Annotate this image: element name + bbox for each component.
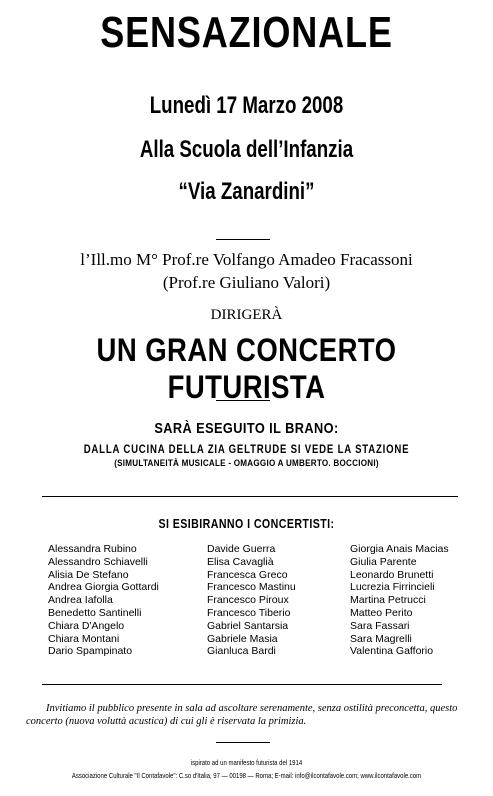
performer-name: Chiara Montani: [48, 632, 120, 645]
performer-name: Francesco Tiberio: [207, 606, 291, 619]
piece-intro: SARÀ ESEGUITO IL BRANO:: [154, 420, 339, 437]
performer-name: Andrea Giorgia Gottardi: [48, 581, 159, 594]
divider: [216, 742, 270, 743]
performer-name: Sara Fassari: [350, 619, 410, 632]
performer-name: Gianluca Bardi: [207, 645, 276, 658]
footer-association: Associazione Culturale "Il Contafavole": C.so d'Italia, 97 — 00198 — Roma; E-mail: info@ilcontafavole.com; www.ilcontafavole.com: [71, 771, 422, 780]
performer-name: Giulia Parente: [350, 555, 417, 568]
piece-title: DALLA CUCINA DELLA ZIA GELTRUDE SI VEDE LA STAZIONE: [83, 442, 410, 456]
performer-name: Benedetto Santinelli: [48, 606, 142, 619]
divider: [42, 684, 442, 685]
performer-name: Martina Petrucci: [350, 594, 426, 607]
performer-name: Gabriele Masia: [207, 632, 278, 645]
performer-name: Valentina Gafforio: [350, 645, 434, 658]
performers-column-2: [207, 543, 296, 658]
performer-name: Andrea Iafolla: [48, 594, 113, 607]
performer-name: Alisia De Stefano: [48, 568, 129, 581]
conductor-name: l’Ill.mo M° Prof.re Volfango Amadeo Fracassoni: [80, 250, 413, 269]
performer-name: Elisa Cavaglià: [207, 555, 274, 568]
performer-name: Chiara D'Angelo: [48, 619, 125, 632]
poster-title: SENSAZIONALE: [100, 8, 393, 57]
event-place: Alla Scuola dell’Infanzia: [139, 136, 354, 163]
performer-name: Leonardo Brunetti: [350, 568, 434, 581]
conductor-verb: DIRIGERÀ: [210, 307, 283, 323]
performer-name: Dario Spampinato: [48, 645, 133, 658]
divider: [216, 400, 270, 401]
performer-name: Francesco Mastinu: [207, 581, 296, 594]
performer-name: Gabriel Santarsia: [207, 619, 289, 632]
event-school: “Via Zanardini”: [178, 178, 315, 205]
performer-name: Francesca Greco: [207, 568, 288, 581]
divider: [42, 496, 458, 497]
footer-inspiration: ispirato ad un manifesto futurista del 1914: [190, 758, 303, 767]
performers-column-3: [350, 543, 449, 658]
performer-name: Alessandra Rubino: [48, 543, 137, 555]
event-date: Lunedì 17 Marzo 2008: [149, 92, 344, 119]
piece-subtitle: (SIMULTANEITÀ MUSICALE - OMAGGIO A UMBERTO. BOCCIONI): [114, 458, 379, 469]
invitation-text: Invitiamo il pubblico presente in sala ad ascoltare serenamente, senza ostilità preconcetta, questo concerto (nuova voluttà acustica) di cui gli è riservata la primizia.: [26, 703, 458, 727]
performer-name: Sara Magrelli: [350, 632, 412, 645]
performers-column-1: [48, 543, 159, 658]
performers-heading: SI ESIBIRANNO I CONCERTISTI:: [158, 517, 335, 531]
performer-name: Matteo Perito: [350, 606, 413, 619]
divider: [216, 239, 270, 240]
performer-name: Francesco Piroux: [207, 594, 289, 607]
performer-name: Alessandro Schiavelli: [48, 555, 148, 568]
performer-name: Davide Guerra: [207, 543, 276, 555]
concert-title: UN GRAN CONCERTO FUTURISTA: [96, 332, 397, 405]
performer-name: Giorgia Anais Macias: [350, 543, 449, 555]
conductor-alias: (Prof.re Giuliano Valori): [162, 273, 331, 292]
performer-name: Lucrezia Firrincieli: [350, 581, 435, 594]
